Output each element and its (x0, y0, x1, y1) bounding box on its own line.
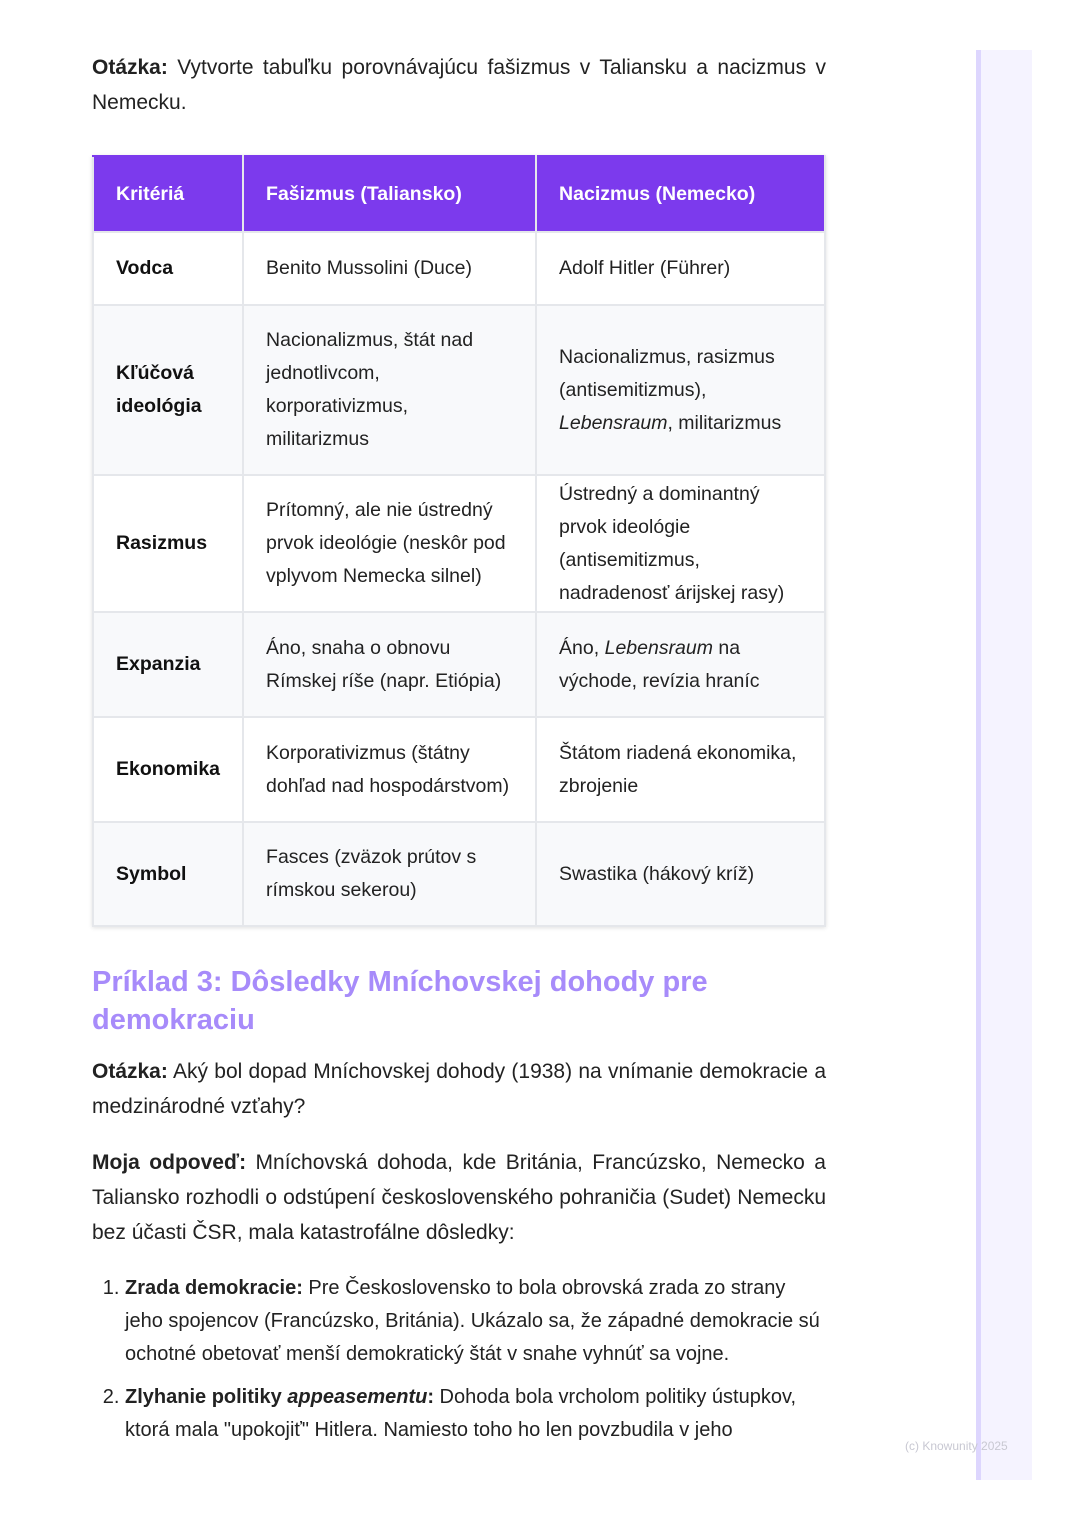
fascism-cell: Fasces (zväzok prútov s rímskou sekerou) (243, 822, 536, 926)
list-item-text: Pre Československo to bola obrovská zrada zo strany jeho spojencov (Francúzsko, Británia). Ukázalo sa, že západné demokracie sú ochotné obetovať menší demokratický štát v snahe vyhnúť sa vojne. (125, 1277, 820, 1365)
copyright-footer: (c) Knowunity 2025 (905, 1439, 1008, 1453)
fascism-cell: Áno, snaha o obnovu Rímskej ríše (napr. Etiópia) (243, 612, 536, 717)
nazism-text-part: Áno, (559, 636, 605, 659)
question-2 (92, 1054, 826, 1124)
criterion-cell: Symbol (93, 822, 243, 926)
criterion-cell: Expanzia (93, 612, 243, 717)
table-row (93, 305, 825, 475)
table-row (93, 717, 825, 822)
question-label: Otázka: (92, 56, 168, 79)
question-label: Otázka: (92, 1060, 168, 1083)
nazism-cell: Swastika (hákový kríž) (536, 822, 825, 926)
table-row (93, 822, 825, 926)
fascism-cell: Korporativizmus (štátny dohľad nad hospodárstvom) (243, 717, 536, 822)
section-heading: Príklad 3: Dôsledky Mníchovskej dohody pre demokraciu (92, 966, 708, 1036)
nazism-cell (536, 612, 825, 717)
question-1 (92, 50, 826, 120)
list-item-title: Zrada demokracie: (125, 1277, 303, 1299)
nazism-cell (536, 305, 825, 475)
question-text: Vytvorte tabuľku porovnávajúcu fašizmus v Taliansku a nacizmus v Nemecku. (92, 56, 826, 114)
nazism-cell: Ústredný a dominantný prvok ideológie (antisemitizmus, nadradenosť árijskej rasy) (536, 475, 825, 612)
header-fascism: Fašizmus (Taliansko) (243, 156, 536, 232)
nazism-text-part: , militarizmus (667, 411, 782, 434)
table-row (93, 475, 825, 612)
header-nazism: Nacizmus (Nemecko) (536, 156, 825, 232)
nazism-cell: Štátom riadená ekonomika, zbrojenie (536, 717, 825, 822)
page-content (92, 50, 826, 1457)
criterion-cell: Vodca (93, 232, 243, 305)
list-item (125, 1381, 826, 1447)
table-header-row (93, 156, 825, 232)
nazism-text-part: na východe, revízia hraníc (559, 636, 760, 692)
nazism-cell: Adolf Hitler (Führer) (536, 232, 825, 305)
criterion-cell: Rasizmus (93, 475, 243, 612)
answer-label: Moja odpoveď: (92, 1151, 247, 1174)
nazism-text-italic: Lebensraum (559, 411, 668, 434)
fascism-cell: Benito Mussolini (Duce) (243, 232, 536, 305)
answer-text: Mníchovská dohoda, kde Británia, Francúzsko, Nemecko a Taliansko rozhodli o odstúpení československého pohraničia (Sudet) Nemecku bez účasti ČSR, mala katastrofálne dôsledky: (92, 1151, 826, 1244)
consequences-list (92, 1272, 826, 1447)
sidebar-panel (976, 50, 1032, 1480)
question-text: Aký bol dopad Mníchovskej dohody (1938) na vnímanie demokracie a medzinárodné vzťahy? (92, 1060, 826, 1118)
criterion-cell: Kľúčová ideológia (93, 305, 243, 475)
header-criteria: Kritériá (93, 156, 243, 232)
table-row (93, 232, 825, 305)
answer-paragraph (92, 1145, 826, 1250)
list-item-text: Dohoda bola vrcholom politiky ústupkov, ktorá mala "upokojiť" Hitlera. Namiesto toho ho len povzbudila v jeho (125, 1386, 797, 1441)
list-item-title: Zlyhanie politiky (125, 1386, 288, 1408)
fascism-cell: Prítomný, ale nie ústredný prvok ideológie (neskôr pod vplyvom Nemecka silnel) (243, 475, 536, 612)
list-item-title-end: : (427, 1386, 434, 1408)
table-row (93, 612, 825, 717)
nazism-text-italic: Lebensraum (604, 636, 713, 659)
comparison-table (92, 155, 826, 927)
list-item (125, 1272, 826, 1371)
nazism-text-part: Nacionalizmus, rasizmus (antisemitizmus), (559, 345, 775, 401)
sidebar-accent-line (976, 50, 981, 1480)
list-item-title-italic: appeasementu (287, 1386, 428, 1408)
criterion-cell: Ekonomika (93, 717, 243, 822)
fascism-cell: Nacionalizmus, štát nad jednotlivcom, korporativizmus, militarizmus (243, 305, 536, 475)
